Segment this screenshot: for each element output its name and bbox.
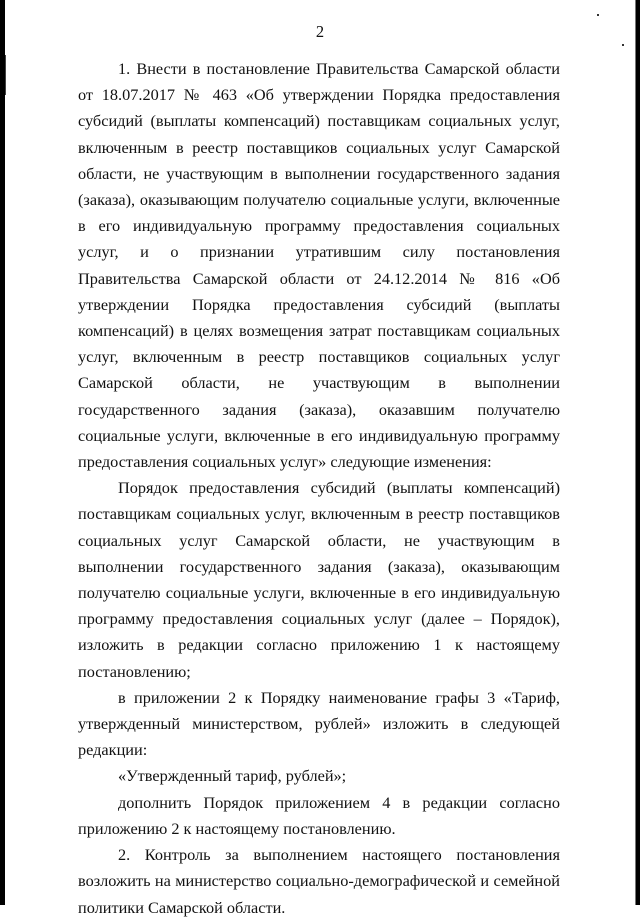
paragraph-supplement-appendix-4: дополнить Порядок приложением 4 в редакции согласно приложению 2 к настоящему постановлению. bbox=[78, 792, 560, 838]
scan-speck bbox=[597, 14, 599, 16]
paragraph-new-column-name: «Утвержденный тариф, рублей»; bbox=[118, 766, 347, 786]
paragraph-appendix-2-change: в приложении 2 к Порядку наименование графы 3 «Тариф, утвержденный министерством, рублей» изложить в следующей редакции: bbox=[78, 687, 560, 760]
page-number: 2 bbox=[315, 22, 325, 41]
paragraph-item-2: 2. Контроль за выполнением настоящего постановления возложить на министерство социально-демографической и семейной политики Самарской области. bbox=[78, 845, 560, 917]
document-body bbox=[78, 56, 560, 921]
scan-artifact-left bbox=[5, 55, 6, 95]
scan-border-right bbox=[636, 0, 640, 905]
paragraph-order-new-edition: Порядок предоставления субсидий (выплаты компенсаций) поставщикам социальных услуг, включенным в реестр поставщиков социальных услуг Самарской области, не участвующим в выполнении государственного задания (заказа), оказывающим получателю социальные услуги, включенные в его индивидуальную программу предоставления социальных услуг (далее – Порядок), изложить в редакции согласно приложению 1 к настоящему постановлению; bbox=[78, 478, 560, 681]
scan-speck bbox=[622, 44, 624, 46]
scan-border-left bbox=[0, 0, 5, 905]
scan-artifact-right bbox=[635, 0, 636, 905]
paragraph-item-1: 1. Внести в постановление Правительства Самарской области от 18.07.2017 № 463 «Об утверждении Порядка предоставления субсидий (выплаты компенсаций) поставщикам социальных услуг, включенным в реестр поставщиков социальных услуг Самарской области, не участвующим в выполнении государственного задания (заказа), оказывающим получателю социальные услуги, включенные в его индивидуальную программу предоставления социальных услуг, и о признании утратившим силу постановления Правительства Самарской области от 24.12.2014 № 816 «Об утверждении Порядка предоставления субсидий (выплаты компенсаций) в целях возмещения затрат поставщикам социальных услуг, включенным в реестр поставщиков социальных услуг Самарской области, не участвующим в выполнении государственного задания (заказа), оказавшим получателю социальные услуги, включенные в его индивидуальную программу предоставления социальных услуг» следующие изменения: bbox=[78, 59, 560, 472]
